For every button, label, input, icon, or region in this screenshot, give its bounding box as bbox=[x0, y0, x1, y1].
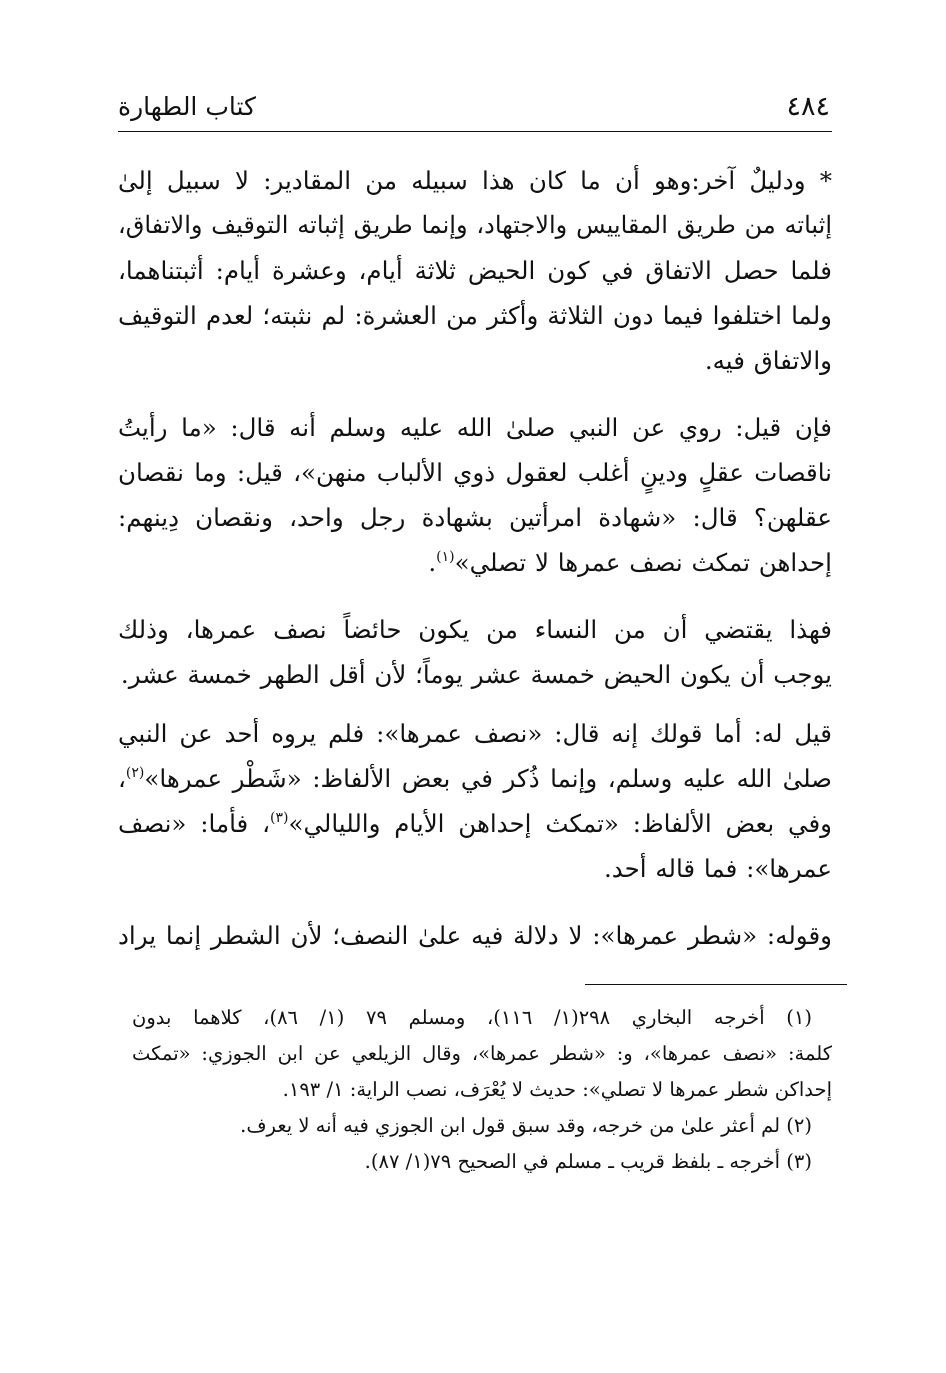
text-line: يوجب أن يكون الحيض خمسة عشر يوماً؛ لأن أقل الطهر خمسة عشر. bbox=[120, 660, 832, 689]
text-line: فلما حصل الاتفاق في كون الحيض ثلاثة أيام، وعشرة أيام: أثبتناهما، bbox=[118, 256, 832, 285]
footnote bbox=[132, 1144, 832, 1180]
line-text: إحداهن تمكث نصف عمرها لا تصلي» bbox=[454, 548, 832, 577]
footnote-rule bbox=[585, 984, 847, 985]
footnote-line: (٣) أخرجه ـ بلفظ قريب ـ مسلم في الصحيح ٧٩(١/ ٨٧). bbox=[364, 1150, 812, 1173]
running-title: كتاب الطهارة bbox=[118, 92, 256, 121]
paragraph bbox=[118, 405, 832, 585]
footnote-line: (٢) لم أعثر علىٰ من خرجه، وقد سبق قول ابن الجوزي فيه أنه لا يعرف. bbox=[240, 1114, 812, 1137]
text-line: ولما اختلفوا فيما دون الثلاثة وأكثر من العشرة: لم نثبته؛ لعدم التوقيف bbox=[118, 301, 832, 330]
line-tail: ، فأما: «نصف bbox=[118, 809, 270, 838]
footnote-line: كلمة: «نصف عمرها»، و: «شطر عمرها»، وقال الزيلعي عن ابن الجوزي: «تمكث bbox=[132, 1042, 832, 1065]
text-line: فهذا يقتضي أن من النساء من يكون حائضاً نصف عمرها، وذلك bbox=[118, 615, 832, 644]
page-header bbox=[118, 88, 830, 132]
footnotes bbox=[132, 1000, 832, 1180]
text-line: ناقصات عقلٍ ودينٍ أغلب لعقول ذوي الألباب منهن»، قيل: وما نقصان bbox=[118, 458, 832, 487]
line-text: صلىٰ الله عليه وسلم، وإنما ذُكر في بعض الألفاظ: «شَطْر عمرها» bbox=[144, 764, 832, 793]
line-text: وفي بعض الألفاظ: «تمكث إحداهن الأيام والليالي» bbox=[288, 809, 832, 838]
text-line: * ودليلٌ آخر:وهو أن ما كان هذا سبيله من المقادير: لا سبيل إلىٰ bbox=[118, 166, 832, 195]
text-line bbox=[118, 540, 832, 585]
paragraph bbox=[118, 913, 832, 958]
text-line bbox=[118, 756, 832, 801]
paragraph bbox=[118, 607, 832, 697]
text-line: فإن قيل: روي عن النبي صلىٰ الله عليه وسلم أنه قال: «ما رأيتُ bbox=[118, 413, 832, 442]
footnote bbox=[132, 1108, 832, 1144]
footnote-marker[interactable]: (١) bbox=[436, 549, 455, 565]
line-tail: . bbox=[428, 548, 437, 577]
footnote-marker[interactable]: (٢) bbox=[125, 765, 145, 781]
footnote-line: (١) أخرجه البخاري ٢٩٨(١/ ١١٦)، ومسلم ٧٩ (١/ ٨٦)، كلاهما بدون bbox=[132, 1006, 812, 1029]
line-tail: ، bbox=[118, 764, 126, 793]
text-line: وقوله: «شطر عمرها»: لا دلالة فيه علىٰ النصف؛ لأن الشطر إنما يراد bbox=[118, 921, 832, 950]
text-line: عقلهن؟ قال: «شهادة امرأتين بشهادة رجل واحد، ونقصان دِينهم: bbox=[118, 503, 832, 532]
footnote-marker[interactable]: (٣) bbox=[270, 810, 289, 826]
paragraph bbox=[118, 711, 832, 891]
paragraph bbox=[118, 158, 832, 383]
header-rule bbox=[118, 131, 832, 132]
text-line bbox=[118, 801, 832, 846]
text-line: عمرها»: فما قاله أحد. bbox=[603, 854, 832, 883]
footnote-line: إحداكن شطر عمرها لا تصلي»: حديث لا يُعْرَف، نصب الراية: ١/ ١٩٣. bbox=[282, 1078, 832, 1101]
text-line: إثباته من طريق المقاييس والاجتهاد، وإنما طريق إثباته التوقيف والاتفاق، bbox=[118, 211, 832, 239]
page-number: ٤٨٤ bbox=[786, 91, 830, 122]
body-text bbox=[118, 158, 832, 958]
footnote bbox=[132, 1000, 832, 1108]
text-line: قيل له: أما قولك إنه قال: «نصف عمرها»: فلم يروه أحد عن النبي bbox=[118, 719, 832, 748]
text-line: والاتفاق فيه. bbox=[704, 346, 832, 375]
